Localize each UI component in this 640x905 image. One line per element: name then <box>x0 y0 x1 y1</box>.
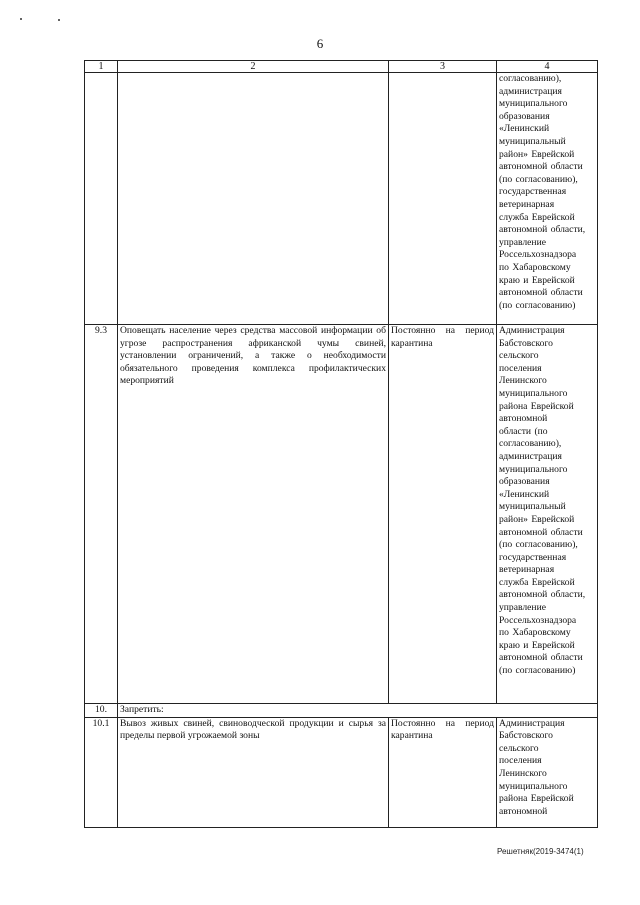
row-term: Постоянно на период карантина <box>389 325 497 704</box>
responsible-line: «Ленинский <box>499 123 550 135</box>
responsible-line: по Хабаровскому <box>499 261 571 273</box>
responsible-line: Бабстовского <box>499 337 553 349</box>
column-header-2: 2 <box>118 61 389 73</box>
responsible-line: сельского <box>499 350 539 362</box>
responsible-line: автономной <box>499 413 548 425</box>
column-header-3: 3 <box>389 61 497 73</box>
responsible-line: (по согласованию), <box>499 539 578 551</box>
document-footer-stamp: Решетняк(2019-3474(1) <box>497 847 584 856</box>
responsible-line: автономной области <box>499 161 583 173</box>
row-action: Оповещать население через средства массовой информации об угрозе распространения африканской чумы свиней, установлении ограничений, а также о необходимости обязательного проведения комплекса профилактических мероприятий <box>118 325 389 704</box>
responsible-line: государственная <box>499 186 567 198</box>
responsible-line: район» Еврейской <box>499 148 575 160</box>
responsible-line: муниципальный <box>499 501 566 513</box>
responsible-line: (по согласованию) <box>499 299 576 311</box>
responsible-line: управление <box>499 236 546 248</box>
responsible-line: (по согласованию) <box>499 665 576 677</box>
responsible-line: администрация <box>499 85 562 97</box>
column-header-4: 4 <box>497 61 598 73</box>
responsible-line: поселения <box>499 755 542 767</box>
responsible-line: ветеринарная <box>499 198 555 210</box>
table-row <box>85 73 598 325</box>
responsible-line: Администрация <box>499 325 565 336</box>
responsible-line: Россельхознадзора <box>499 614 577 626</box>
table-row <box>85 325 598 704</box>
row-responsible <box>497 73 598 325</box>
column-header-1: 1 <box>85 61 118 73</box>
responsible-line: «Ленинский <box>499 488 550 500</box>
responsible-line: (по согласованию), <box>499 173 578 185</box>
row-action: Вывоз живых свиней, свиноводческой продукции и сырья за пределы первой угрожаемой зоны <box>118 717 389 827</box>
responsible-line: администрация <box>499 450 562 462</box>
responsible-line: служба Еврейской <box>499 211 575 223</box>
responsible-line: автономной <box>499 805 548 817</box>
row-number: 10. <box>85 704 118 718</box>
responsible-line: Ленинского <box>499 767 547 779</box>
responsible-line: автономной области, <box>499 224 586 236</box>
responsible-line: района Еврейской <box>499 793 574 805</box>
row-term: Постоянно на период карантина <box>389 717 497 827</box>
responsible-line: государственная <box>499 551 567 563</box>
row-action <box>118 73 389 325</box>
responsible-line: района Еврейской <box>499 400 574 412</box>
table-row <box>85 704 598 718</box>
responsible-line: области (по <box>499 425 548 437</box>
row-action: Запретить: <box>118 704 598 718</box>
responsible-line: муниципального <box>499 780 568 792</box>
responsible-line: по Хабаровскому <box>499 627 571 639</box>
responsible-line: Администрация <box>499 717 565 729</box>
responsible-line: сельского <box>499 742 539 754</box>
table-header-row <box>85 61 598 73</box>
responsible-line: муниципального <box>499 463 568 475</box>
scan-speck-2 <box>58 19 60 21</box>
responsible-line: образования <box>499 476 550 488</box>
responsible-line: район» Еврейской <box>499 513 575 525</box>
row-number <box>85 73 118 325</box>
responsible-line: согласованию), <box>499 438 562 450</box>
responsible-line: автономной области, <box>499 589 586 601</box>
responsible-line: краю и Еврейской <box>499 639 575 651</box>
table-row <box>85 717 598 827</box>
row-term <box>389 73 497 325</box>
responsible-line: краю и Еврейской <box>499 274 575 286</box>
responsible-line: Ленинского <box>499 375 547 387</box>
responsible-line: Россельхознадзора <box>499 249 577 261</box>
scan-speck-1 <box>20 18 22 20</box>
responsible-line: ветеринарная <box>499 564 555 576</box>
responsible-line: автономной области <box>499 526 583 538</box>
responsible-line: муниципального <box>499 387 568 399</box>
responsible-line: согласованию), <box>499 73 562 84</box>
responsible-line: автономной области <box>499 287 583 299</box>
responsible-line: муниципального <box>499 98 568 110</box>
responsible-line: образования <box>499 110 550 122</box>
responsible-line: муниципальный <box>499 135 566 147</box>
responsible-line: автономной области <box>499 652 583 664</box>
row-number: 10.1 <box>85 717 118 827</box>
responsible-line: управление <box>499 602 546 614</box>
responsible-line: Бабстовского <box>499 730 553 742</box>
responsible-line: поселения <box>499 362 542 374</box>
measures-table <box>84 60 598 828</box>
responsible-line: служба Еврейской <box>499 576 575 588</box>
row-number: 9.3 <box>85 325 118 704</box>
row-responsible <box>497 325 598 704</box>
row-responsible <box>497 717 598 827</box>
page-number: 6 <box>316 36 324 51</box>
